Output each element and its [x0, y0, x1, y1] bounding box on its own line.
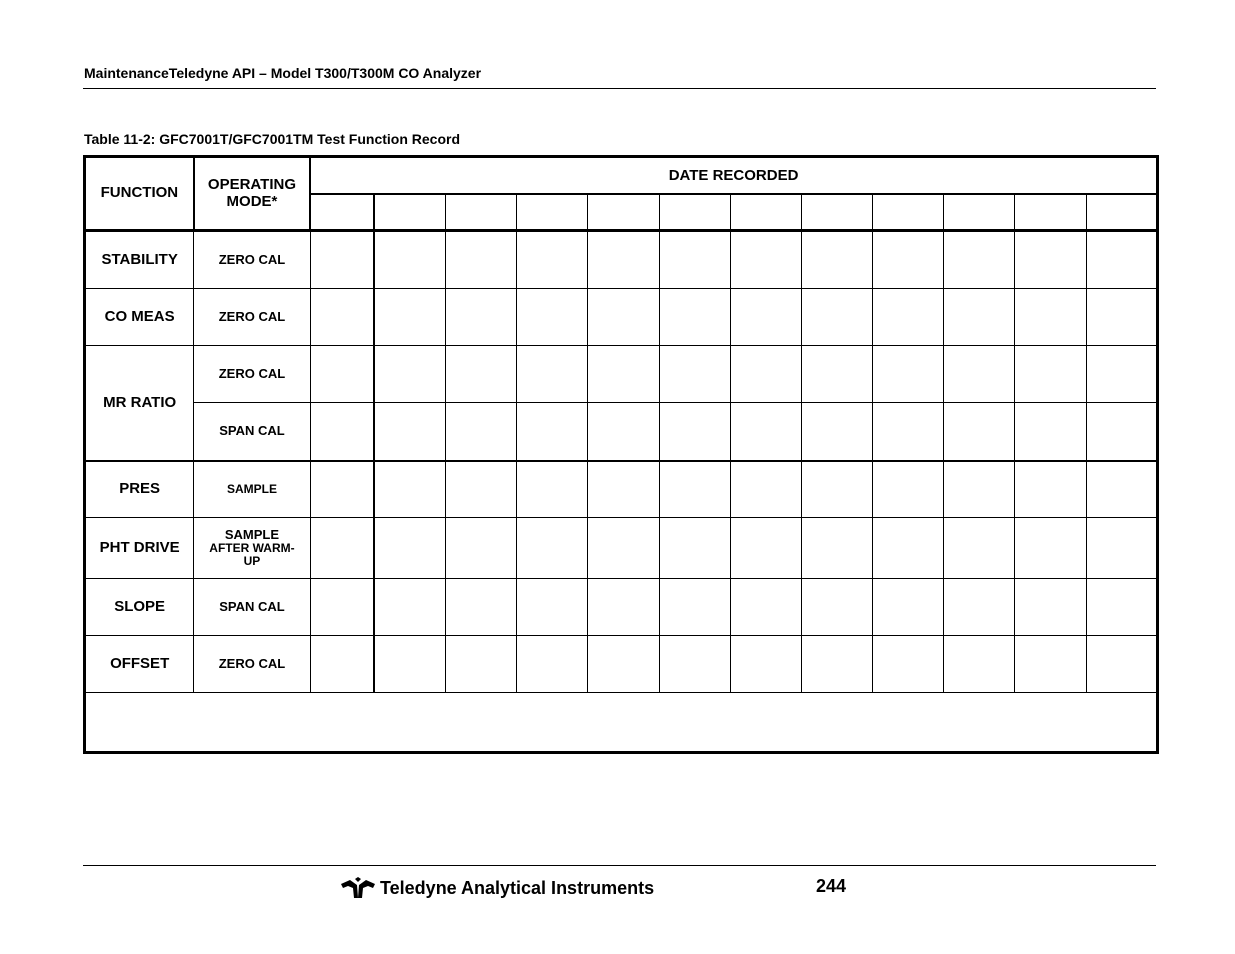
function-cell: MR RATIO	[85, 346, 194, 461]
record-cell[interactable]	[873, 403, 944, 461]
function-column-header: FUNCTION	[85, 157, 194, 231]
record-cell[interactable]	[1086, 403, 1157, 461]
record-cell[interactable]	[445, 579, 516, 636]
operating-mode-header-label: OPERATING MODE*	[207, 176, 296, 210]
record-cell[interactable]	[1086, 579, 1157, 636]
record-cell[interactable]	[517, 403, 588, 461]
page-header-title: MaintenanceTeledyne API – Model T300/T300M CO Analyzer	[84, 65, 482, 81]
notes-cell[interactable]	[85, 693, 1158, 753]
record-cell[interactable]	[944, 289, 1015, 346]
record-cell[interactable]	[873, 461, 944, 518]
record-cell[interactable]	[801, 579, 872, 636]
mode-cell: ZERO CAL	[194, 636, 310, 693]
record-cell[interactable]	[659, 403, 730, 461]
record-cell[interactable]	[310, 636, 374, 693]
record-cell[interactable]	[445, 403, 516, 461]
record-cell[interactable]	[1086, 461, 1157, 518]
record-cell[interactable]	[801, 636, 872, 693]
record-cell[interactable]	[1015, 403, 1086, 461]
record-cell[interactable]	[445, 461, 516, 518]
record-cell[interactable]	[801, 518, 872, 579]
record-cell[interactable]	[517, 231, 588, 289]
record-cell[interactable]	[659, 579, 730, 636]
table-row	[85, 403, 1158, 461]
record-cell[interactable]	[801, 346, 872, 403]
record-cell[interactable]	[1015, 461, 1086, 518]
record-cell[interactable]	[730, 579, 801, 636]
record-cell[interactable]	[517, 518, 588, 579]
mode-label: SAMPLE	[224, 526, 280, 542]
record-cell[interactable]	[445, 346, 516, 403]
record-cell[interactable]	[588, 518, 659, 579]
function-cell: STABILITY	[85, 231, 194, 289]
record-cell[interactable]	[873, 289, 944, 346]
date-recorded-header: DATE RECORDED	[310, 157, 1157, 194]
record-cell[interactable]	[445, 636, 516, 693]
record-cell[interactable]	[310, 579, 374, 636]
record-cell[interactable]	[517, 579, 588, 636]
record-cell[interactable]	[374, 346, 445, 403]
test-function-record-table	[83, 155, 1159, 754]
date-cell[interactable]	[801, 194, 872, 231]
record-cell[interactable]	[873, 579, 944, 636]
record-cell[interactable]	[801, 403, 872, 461]
function-cell: PRES	[85, 461, 194, 518]
record-cell[interactable]	[1086, 346, 1157, 403]
record-cell[interactable]	[310, 231, 374, 289]
footer	[340, 875, 654, 901]
date-cell[interactable]	[517, 194, 588, 231]
record-cell[interactable]	[588, 289, 659, 346]
record-cell[interactable]	[374, 403, 445, 461]
record-cell[interactable]	[801, 461, 872, 518]
record-cell[interactable]	[1086, 231, 1157, 289]
record-cell[interactable]	[374, 231, 445, 289]
mode-cell	[194, 518, 310, 579]
record-cell[interactable]	[659, 461, 730, 518]
record-cell[interactable]	[659, 518, 730, 579]
table-row	[85, 289, 1158, 346]
mode-cell: SPAN CAL	[194, 579, 310, 636]
function-cell: SLOPE	[85, 579, 194, 636]
teledyne-logo-icon	[340, 876, 376, 900]
date-cell[interactable]	[588, 194, 659, 231]
table-row	[85, 461, 1158, 518]
record-cell[interactable]	[310, 403, 374, 461]
record-cell[interactable]	[1015, 579, 1086, 636]
record-cell[interactable]	[445, 289, 516, 346]
date-cell[interactable]	[659, 194, 730, 231]
record-cell[interactable]	[374, 579, 445, 636]
footer-company-name: Teledyne Analytical Instruments	[380, 877, 655, 898]
record-cell[interactable]	[310, 289, 374, 346]
operating-mode-column-header	[194, 157, 310, 231]
footer-divider	[83, 865, 1156, 866]
function-cell: PHT DRIVE	[85, 518, 194, 579]
date-cell[interactable]	[873, 194, 944, 231]
date-cell[interactable]	[730, 194, 801, 231]
record-cell[interactable]	[944, 403, 1015, 461]
mode-cell: ZERO CAL	[194, 346, 310, 403]
record-cell[interactable]	[873, 636, 944, 693]
table-caption: Table 11-2: GFC7001T/GFC7001TM Test Function Record	[84, 131, 461, 147]
date-cell[interactable]	[374, 194, 445, 231]
mode-note: AFTER WARM-UP	[209, 540, 295, 569]
record-cell[interactable]	[1086, 518, 1157, 579]
record-cell[interactable]	[1086, 636, 1157, 693]
record-cell[interactable]	[730, 518, 801, 579]
table-row	[85, 231, 1158, 289]
record-cell[interactable]	[659, 346, 730, 403]
record-cell[interactable]	[374, 636, 445, 693]
record-cell[interactable]	[1086, 289, 1157, 346]
record-cell[interactable]	[588, 636, 659, 693]
record-cell[interactable]	[517, 461, 588, 518]
record-cell[interactable]	[944, 461, 1015, 518]
mode-cell: SPAN CAL	[194, 403, 310, 461]
record-cell[interactable]	[310, 518, 374, 579]
record-cell[interactable]	[801, 289, 872, 346]
record-cell[interactable]	[1015, 289, 1086, 346]
date-cell[interactable]	[1086, 194, 1157, 231]
record-cell[interactable]	[944, 231, 1015, 289]
record-cell[interactable]	[730, 346, 801, 403]
record-cell[interactable]	[1015, 231, 1086, 289]
record-cell[interactable]	[659, 636, 730, 693]
record-cell[interactable]	[944, 579, 1015, 636]
record-cell[interactable]	[445, 231, 516, 289]
record-cell[interactable]	[310, 461, 374, 518]
mode-cell: ZERO CAL	[194, 289, 310, 346]
record-cell[interactable]	[801, 231, 872, 289]
record-cell[interactable]	[517, 346, 588, 403]
record-cell[interactable]	[374, 289, 445, 346]
date-cell[interactable]	[944, 194, 1015, 231]
record-cell[interactable]	[873, 518, 944, 579]
record-cell[interactable]	[730, 289, 801, 346]
record-cell[interactable]	[588, 346, 659, 403]
record-cell[interactable]	[1015, 346, 1086, 403]
record-cell[interactable]	[588, 231, 659, 289]
record-cell[interactable]	[374, 461, 445, 518]
record-cell[interactable]	[659, 231, 730, 289]
record-cell[interactable]	[445, 518, 516, 579]
record-cell[interactable]	[588, 461, 659, 518]
record-cell[interactable]	[944, 518, 1015, 579]
record-cell[interactable]	[1015, 518, 1086, 579]
header-divider	[83, 88, 1156, 89]
date-cell[interactable]	[310, 194, 374, 231]
notes-row	[85, 693, 1158, 753]
record-cell[interactable]	[730, 231, 801, 289]
record-cell[interactable]	[873, 346, 944, 403]
function-cell: CO MEAS	[85, 289, 194, 346]
table-row	[85, 518, 1158, 579]
record-cell[interactable]	[659, 289, 730, 346]
record-cell[interactable]	[944, 346, 1015, 403]
table-row	[85, 346, 1158, 403]
record-cell[interactable]	[517, 636, 588, 693]
mode-cell: ZERO CAL	[194, 231, 310, 289]
date-cell[interactable]	[1015, 194, 1086, 231]
record-cell[interactable]	[374, 518, 445, 579]
mode-cell: SAMPLE	[194, 461, 310, 518]
record-cell[interactable]	[588, 579, 659, 636]
record-cell[interactable]	[944, 636, 1015, 693]
table-row	[85, 579, 1158, 636]
function-cell: OFFSET	[85, 636, 194, 693]
table-row	[85, 636, 1158, 693]
record-cell[interactable]	[873, 231, 944, 289]
record-cell[interactable]	[730, 461, 801, 518]
record-cell[interactable]	[1015, 636, 1086, 693]
record-cell[interactable]	[730, 636, 801, 693]
record-cell[interactable]	[588, 403, 659, 461]
date-cell[interactable]	[445, 194, 516, 231]
record-cell[interactable]	[730, 403, 801, 461]
record-cell[interactable]	[310, 346, 374, 403]
page-number: 244	[816, 876, 847, 896]
record-cell[interactable]	[517, 289, 588, 346]
